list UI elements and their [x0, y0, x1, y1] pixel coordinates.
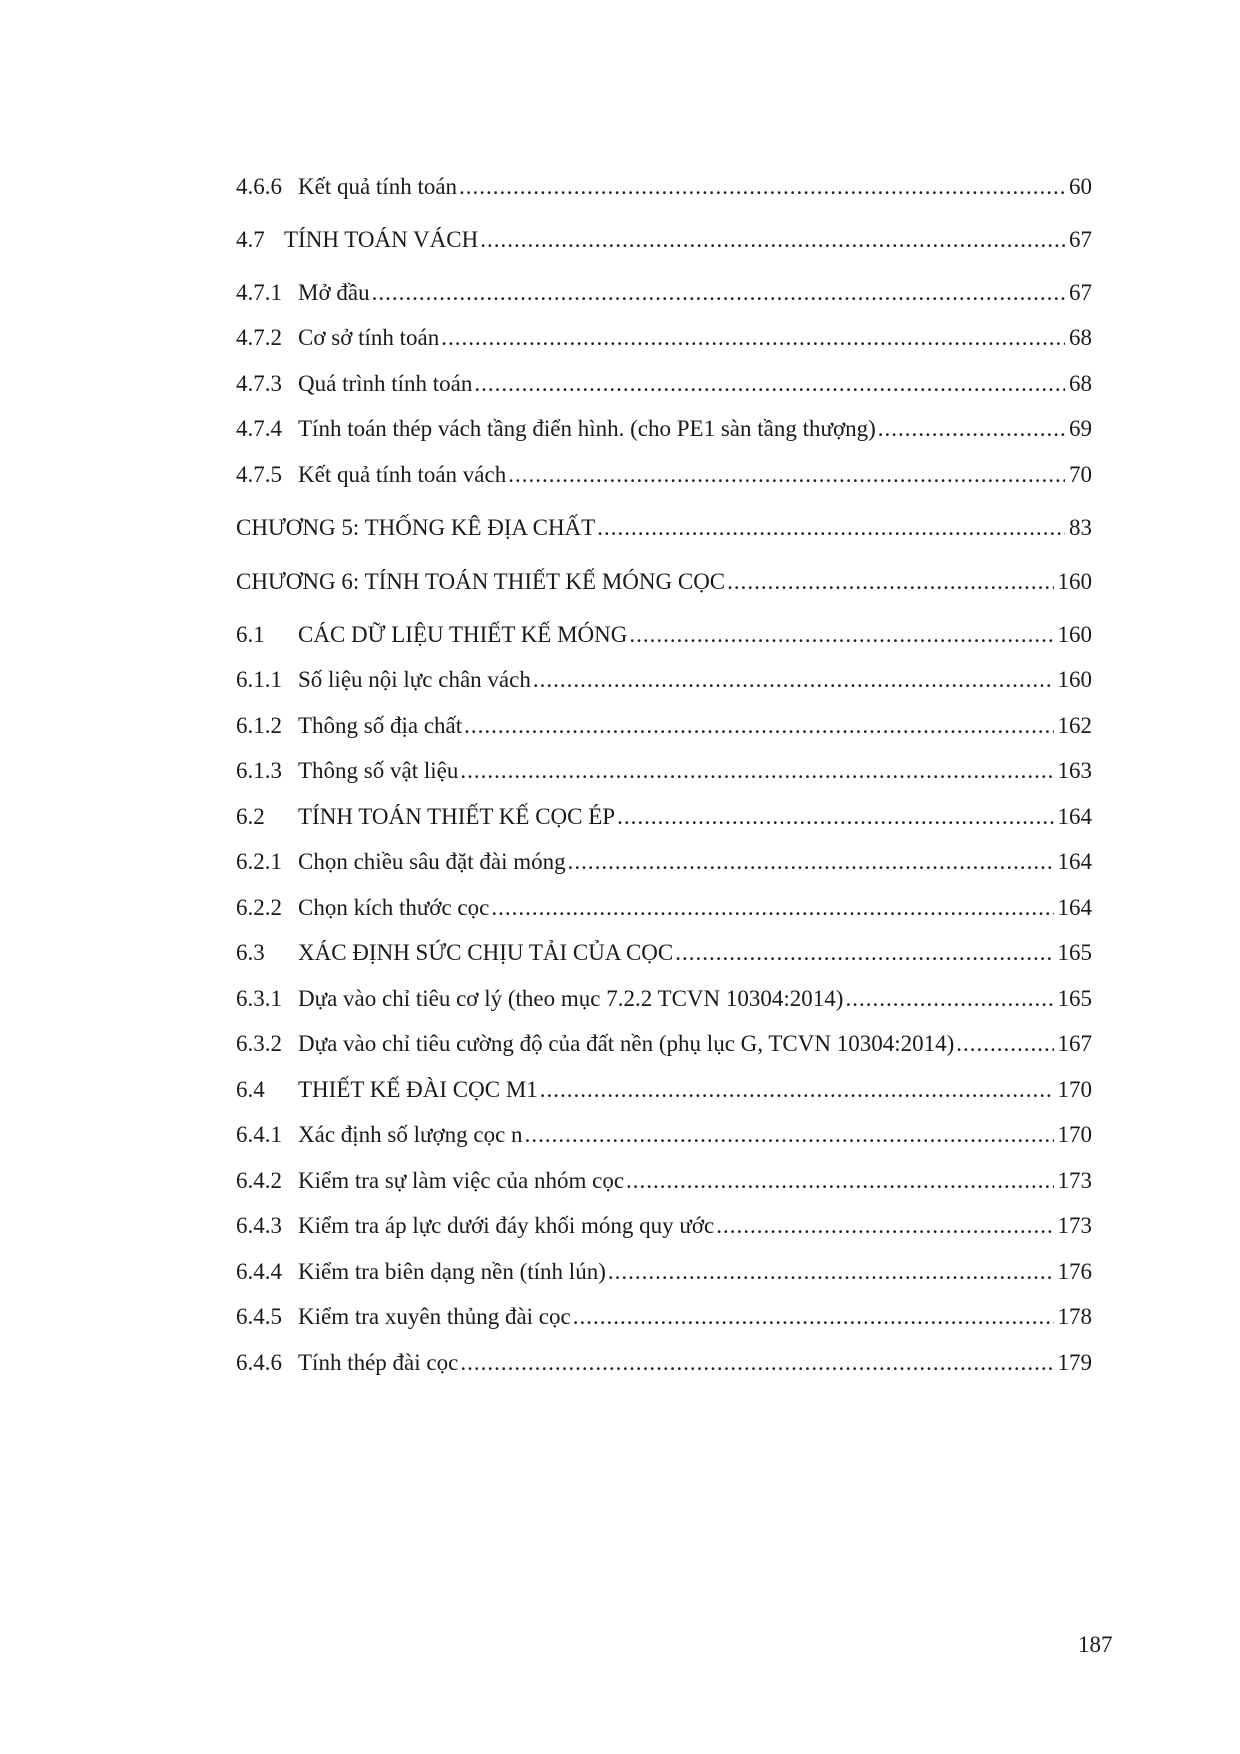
toc-entry-title: Chọn kích thước cọc	[298, 895, 490, 920]
toc-entry[interactable]	[236, 1346, 1092, 1380]
dot-leader	[525, 1118, 1054, 1152]
toc-entry-page: 164	[1057, 849, 1092, 874]
toc-entry-title: XÁC ĐỊNH SỨC CHỊU TẢI CỦA CỌC	[298, 940, 674, 965]
toc-entry-number: 6.4.5	[236, 1304, 282, 1329]
toc-entry[interactable]	[236, 936, 1092, 970]
dot-leader	[460, 754, 1053, 788]
toc-entry[interactable]	[236, 1073, 1092, 1107]
toc-entry[interactable]	[236, 1027, 1092, 1061]
toc-entry-number: 6.4	[236, 1077, 265, 1102]
toc-chapter-entry[interactable]	[236, 511, 1092, 545]
toc-entry-number: 4.7.4	[236, 416, 282, 441]
toc-entry[interactable]	[236, 845, 1092, 879]
dot-leader	[491, 891, 1053, 925]
toc-entry-title: Chọn chiều sâu đặt đài móng	[298, 849, 566, 874]
dot-leader	[533, 663, 1054, 697]
toc-entry-title: THIẾT KẾ ĐÀI CỌC M1	[298, 1077, 538, 1102]
dot-leader	[956, 1027, 1053, 1061]
toc-entry-number: 6.4.3	[236, 1213, 282, 1238]
toc-entry-title: Tính toán thép vách tầng điển hình. (cho PE1 sàn tầng thượng)	[298, 416, 876, 441]
dot-leader	[372, 276, 1065, 310]
dot-leader	[617, 800, 1053, 834]
toc-entry-title: Số liệu nội lực chân vách	[298, 667, 531, 692]
toc-entry-title: TÍNH TOÁN THIẾT KẾ CỌC ÉP	[298, 804, 616, 829]
toc-entry-number: 6.1.2	[236, 713, 282, 738]
toc-entry-page: 68	[1069, 371, 1092, 396]
toc-entry-page: 173	[1057, 1168, 1092, 1193]
toc-entry-page: 69	[1069, 416, 1092, 441]
toc-entry-page: 178	[1057, 1304, 1092, 1329]
toc-entry[interactable]	[236, 1255, 1092, 1289]
toc-entry-title: Kiểm tra sự làm việc của nhóm cọc	[298, 1168, 625, 1193]
toc-entry[interactable]	[236, 800, 1092, 834]
toc-entry-title: Thông số địa chất	[298, 713, 463, 738]
toc-entry-number: 6.2	[236, 804, 265, 829]
toc-entry-title: Dựa vào chỉ tiêu cơ lý (theo mục 7.2.2 TCVN 10304:2014)	[298, 986, 844, 1011]
toc-entry-title: Tính thép đài cọc	[298, 1350, 459, 1375]
toc-entry-page: 170	[1057, 1122, 1092, 1147]
toc-entry-title: Kiểm tra áp lực dưới đáy khối móng quy ước	[298, 1213, 715, 1238]
toc-entry-number: 6.1.1	[236, 667, 282, 692]
toc-entry-page: 179	[1057, 1350, 1092, 1375]
toc-chapter-entry[interactable]	[236, 565, 1092, 599]
toc-entry-number: 6.1.3	[236, 758, 282, 783]
toc-entry-number: 4.7	[236, 227, 265, 252]
toc-entry-page: 162	[1057, 713, 1092, 738]
toc-entry-page: 67	[1069, 280, 1092, 305]
toc-entry-page: 167	[1057, 1031, 1092, 1056]
toc-entry-title: Kiểm tra xuyên thủng đài cọc	[298, 1304, 571, 1329]
toc-entry-title: Kết quả tính toán vách	[298, 462, 507, 487]
toc-entry-page: 164	[1057, 804, 1092, 829]
toc-entry-number: 6.3	[236, 940, 265, 965]
toc-entry-number: 4.7.3	[236, 371, 282, 396]
toc-entry[interactable]	[236, 458, 1092, 492]
toc-entry-title: CHƯƠNG 5: THỐNG KÊ ĐỊA CHẤT	[236, 515, 596, 540]
toc-entry[interactable]	[236, 754, 1092, 788]
toc-entry[interactable]	[236, 709, 1092, 743]
dot-leader	[597, 511, 1065, 545]
toc-entry[interactable]	[236, 1118, 1092, 1152]
toc-entry-title: Quá trình tính toán	[298, 371, 473, 396]
toc-entry[interactable]	[236, 1209, 1092, 1243]
dot-leader	[441, 321, 1065, 355]
toc-entry[interactable]	[236, 367, 1092, 401]
dot-leader	[460, 1346, 1053, 1380]
toc-entry-page: 70	[1069, 462, 1092, 487]
toc-entry-number: 6.2.1	[236, 849, 282, 874]
toc-entry-title: Kết quả tính toán	[298, 174, 458, 199]
toc-entry[interactable]	[236, 170, 1092, 204]
toc-entry[interactable]	[236, 891, 1092, 925]
dot-leader	[845, 982, 1053, 1016]
toc-entry-title: Dựa vào chỉ tiêu cường độ của đất nền (phụ lục G, TCVN 10304:2014)	[298, 1031, 955, 1056]
toc-entry-title: Kiểm tra biên dạng nền (tính lún)	[298, 1259, 606, 1284]
dot-leader	[626, 1164, 1053, 1198]
toc-entry-number: 4.6.6	[236, 174, 282, 199]
toc-entry-title: CÁC DỮ LIỆU THIẾT KẾ MÓNG	[298, 622, 628, 647]
toc-entry-page: 165	[1057, 986, 1092, 1011]
dot-leader	[464, 709, 1053, 743]
toc-entry-number: 6.1	[236, 622, 265, 647]
toc-entry-page: 67	[1069, 227, 1092, 252]
toc-entry[interactable]	[236, 663, 1092, 697]
page-number: 187	[1078, 1632, 1113, 1657]
toc-entry-number: 6.4.1	[236, 1122, 282, 1147]
dot-leader	[716, 1209, 1053, 1243]
toc-entry-title: Cơ sở tính toán	[298, 325, 440, 350]
toc-entry-title: Thông số vật liệu	[298, 758, 459, 783]
toc-entry[interactable]	[236, 1300, 1092, 1334]
toc-entry-page: 176	[1057, 1259, 1092, 1284]
toc-entry-title: TÍNH TOÁN VÁCH	[284, 227, 479, 252]
dot-leader	[474, 367, 1065, 401]
dot-leader	[480, 223, 1065, 257]
toc-entry-number: 4.7.2	[236, 325, 282, 350]
toc-entry[interactable]	[236, 618, 1092, 652]
toc-entry-page: 165	[1057, 940, 1092, 965]
dot-leader	[878, 412, 1065, 446]
toc-entry-title: CHƯƠNG 6: TÍNH TOÁN THIẾT KẾ MÓNG CỌC	[236, 569, 726, 594]
toc-entry-page: 170	[1057, 1077, 1092, 1102]
toc-entry-number: 6.4.4	[236, 1259, 282, 1284]
toc-entry[interactable]	[236, 412, 1092, 446]
toc-entry[interactable]	[236, 223, 1092, 257]
toc-entry-number: 4.7.5	[236, 462, 282, 487]
toc-entry-number: 6.4.2	[236, 1168, 282, 1193]
toc-entry-number: 6.2.2	[236, 895, 282, 920]
toc-entry-page: 160	[1057, 667, 1092, 692]
toc-entry[interactable]	[236, 1164, 1092, 1198]
toc-entry-title: Xác định số lượng cọc n	[298, 1122, 523, 1147]
dot-leader	[508, 458, 1065, 492]
toc-entry[interactable]	[236, 982, 1092, 1016]
toc-entry-number: 6.3.2	[236, 1031, 282, 1056]
toc-entry-number: 6.3.1	[236, 986, 282, 1011]
toc-entry[interactable]	[236, 321, 1092, 355]
toc-entry-page: 173	[1057, 1213, 1092, 1238]
dot-leader	[573, 1300, 1054, 1334]
toc-entry[interactable]	[236, 276, 1092, 310]
toc-entry-title: Mở đầu	[298, 280, 370, 305]
dot-leader	[608, 1255, 1054, 1289]
toc-entry-page: 163	[1057, 758, 1092, 783]
dot-leader	[568, 845, 1054, 879]
dot-leader	[727, 565, 1053, 599]
toc-entry-page: 83	[1069, 515, 1092, 540]
toc-entry-number: 6.4.6	[236, 1350, 282, 1375]
dot-leader	[629, 618, 1053, 652]
toc-entry-number: 4.7.1	[236, 280, 282, 305]
dot-leader	[540, 1073, 1054, 1107]
toc-entry-page: 160	[1057, 569, 1092, 594]
dot-leader	[675, 936, 1053, 970]
toc-entry-page: 68	[1069, 325, 1092, 350]
toc-entry-page: 160	[1057, 622, 1092, 647]
toc-entry-page: 164	[1057, 895, 1092, 920]
dot-leader	[459, 170, 1065, 204]
toc-entry-page: 60	[1069, 174, 1092, 199]
